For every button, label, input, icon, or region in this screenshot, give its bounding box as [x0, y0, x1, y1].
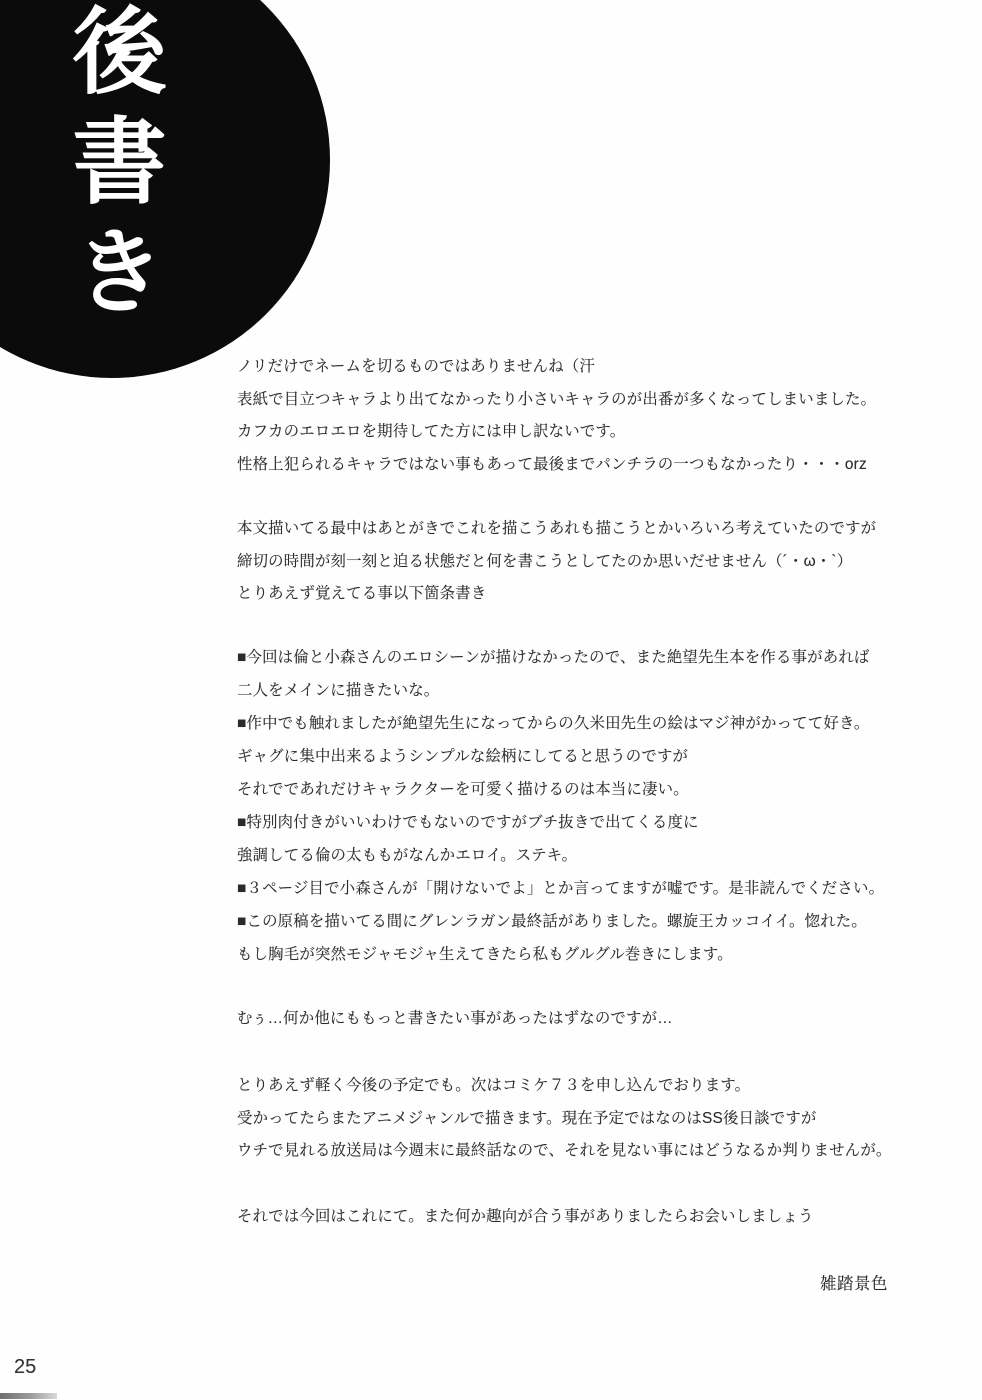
- text-line: 表紙で目立つキャラより出てなかったり小さいキャラのが出番が多くなってしまいました。: [237, 390, 877, 408]
- text-line: ■特別肉付きがいいわけでもないのですがブチ抜きで出てくる度に: [237, 814, 699, 831]
- text-line: カフカのエロエロを期待してた方には申し訳ないです。: [237, 423, 626, 440]
- afterword-paragraph-closing: [237, 1204, 947, 1237]
- text-line: ノリだけでネームを切るものではありませんね（汗: [237, 358, 595, 375]
- text-line: ■３ページ目で小森さんが「開けないでよ」とか言ってますが嘘です。是非読んでください。: [237, 880, 885, 897]
- scan-edge-artifact: [0, 1393, 57, 1399]
- afterword-title: 後書き: [56, 2, 166, 332]
- text-line: ギャグに集中出来るようシンプルな絵柄にしてると思うのですが: [237, 748, 689, 765]
- afterword-paragraph-future-plans: [237, 1073, 947, 1171]
- text-line: とりあえず軽く今後の予定でも。次はコミケ７３を申し込んでおります。: [237, 1077, 751, 1094]
- afterword-paragraph-deadline: [237, 516, 947, 614]
- text-line: 二人をメインに描きたいな。: [237, 682, 440, 699]
- page-number: 25: [14, 1356, 37, 1378]
- author-signature: 雑踏景色: [820, 1275, 888, 1293]
- text-line: とりあえず覚えてる事以下箇条書き: [237, 585, 487, 602]
- afterword-paragraph-musing: [237, 1006, 947, 1039]
- afterword-paragraph-intro: [237, 354, 947, 484]
- text-line: もし胸毛が突然モジャモジャ生えてきたら私もグルグル巻きにします。: [237, 946, 733, 963]
- text-line: 性格上犯られるキャラではない事もあって最後までパンチラの一つもなかったり・・・orz: [237, 455, 867, 473]
- text-line: 本文描いてる最中はあとがきでこれを描こうあれも描こうとかいろいろ考えていたのですが: [237, 520, 877, 537]
- text-line: むぅ…何か他にももっと書きたい事があったはずなのですが…: [237, 1010, 673, 1027]
- afterword-paragraph-bullet-list: [237, 645, 947, 975]
- text-line: 受かってたらまたアニメジャンルで描きます。現在予定ではなのはSS後日談ですが: [237, 1109, 817, 1127]
- text-line: ■この原稿を描いてる間にグレンラガン最終話がありました。螺旋王カッコイイ。惚れた。: [237, 913, 867, 930]
- text-line: それでであれだけキャラクターを可愛く描けるのは本当に凄い。: [237, 781, 689, 798]
- text-line: 締切の時間が刻一刻と迫る状態だと何を書こうとしてたのか思いだせません（´・ω・`）: [237, 552, 853, 570]
- text-line: ■今回は倫と小森さんのエロシーンが描けなかったので、また絶望先生本を作る事があれば: [237, 649, 870, 666]
- text-line: それでは今回はこれにて。また何か趣向が合う事がありましたらお会いしましょう: [237, 1208, 814, 1225]
- text-line: ウチで見れる放送局は今週末に最終話なので、それを見ない事にはどうなるか判りませんが。: [237, 1142, 892, 1159]
- text-line: ■作中でも触れましたが絶望先生になってからの久米田先生の絵はマジ神がかってて好き。: [237, 715, 870, 732]
- text-line: 強調してる倫の太ももがなんかエロイ。ステキ。: [237, 847, 578, 864]
